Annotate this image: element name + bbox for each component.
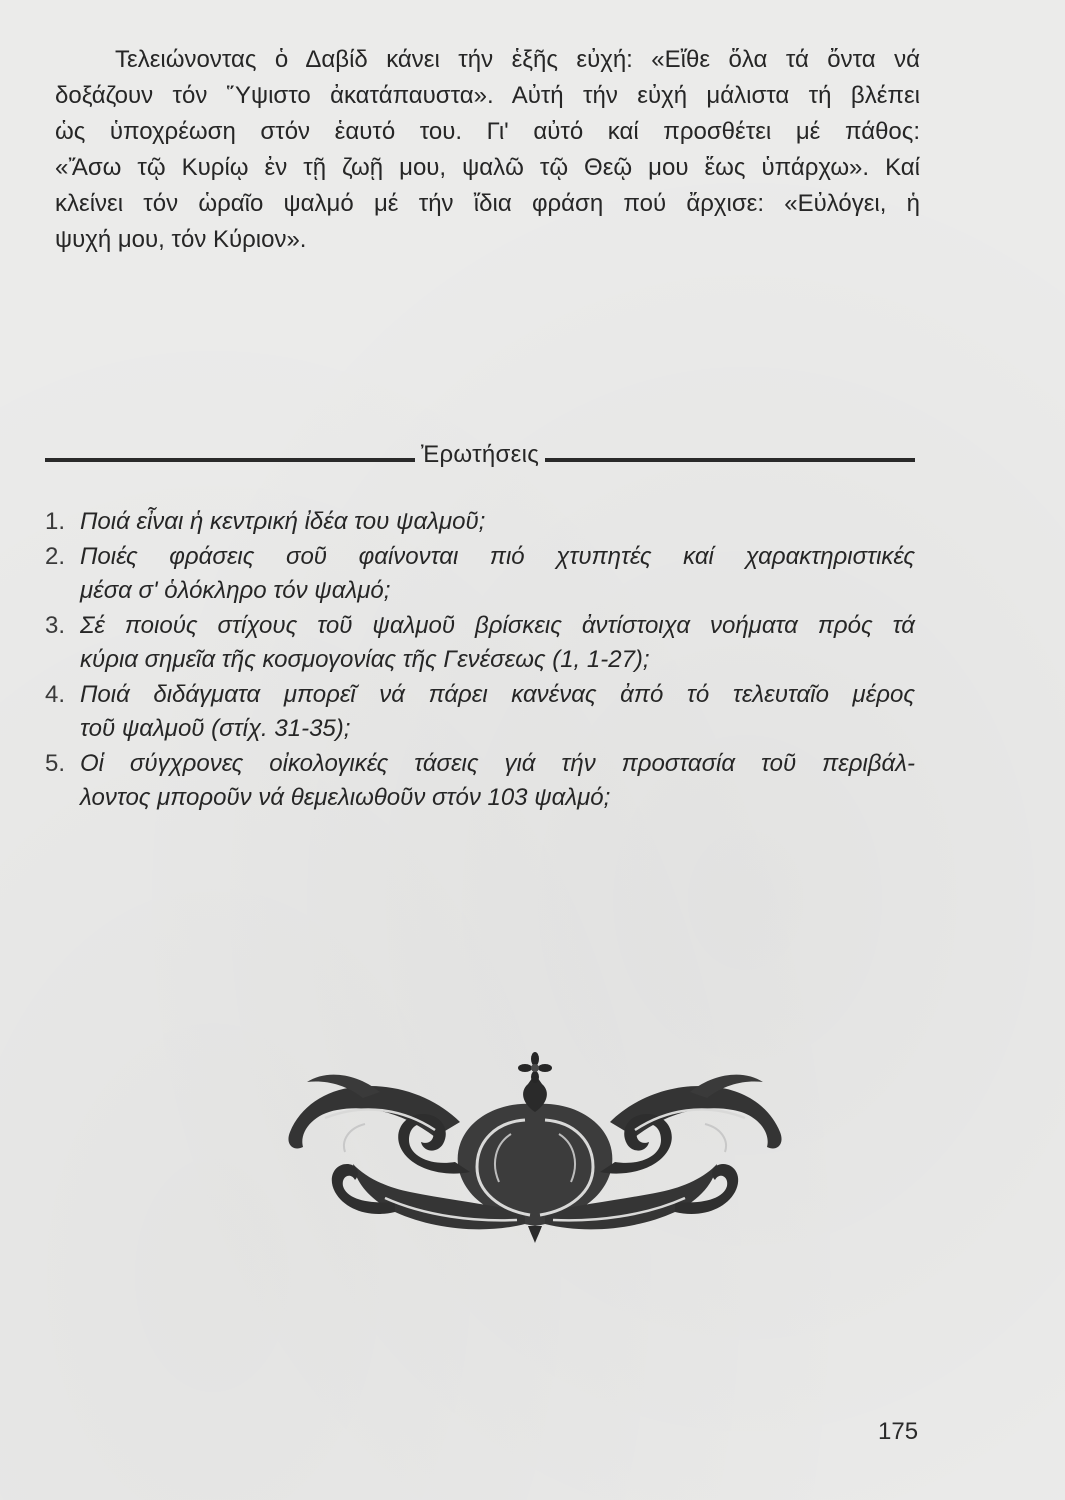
question-line: μέσα σ' ὁλόκληρο τόν ψαλμό; — [80, 577, 391, 604]
question-text — [80, 747, 915, 816]
ornament-left-half — [288, 1075, 535, 1230]
question-line: Οἱ σύγχρονες οἰκολογικές τάσεις γιά τήν προστασία τοῦ περιβάλ- — [80, 749, 915, 777]
question-item — [45, 678, 915, 747]
question-number: 3. — [45, 611, 66, 639]
ornament-flower — [518, 1052, 552, 1083]
question-line: λοντος μποροῦν νά θεμελιωθοῦν στόν 103 ψαλμό; — [80, 784, 611, 811]
closing-paragraph — [55, 42, 920, 258]
paragraph-line: ψυχή μου, τόν Κύριον». — [55, 226, 307, 253]
questions-heading-title: Ἐρωτήσεις — [420, 441, 540, 468]
paragraph-line: δοξάζουν τόν Ὕψιστο ἀκατάπαυστα». Αὐτή τήν εὐχή μάλιστα τή βλέπει — [55, 82, 920, 109]
question-item — [45, 747, 915, 816]
question-line: Ποιές φράσεις σοῦ φαίνονται πιό χτυπητές καί χαρακτηριστικές — [80, 542, 915, 570]
ornament-right-half — [535, 1075, 782, 1230]
paragraph-line: ὡς ὑποχρέωση στόν ἑαυτό του. Γι' αὐτό καί προσθέτει μέ πάθος: — [55, 118, 920, 145]
paragraph-line: κλείνει τόν ὡραῖο ψαλμό μέ τήν ἴδια φράση πού ἄρχισε: «Εὐλόγει, ἡ — [55, 190, 920, 217]
heading-rule-left — [45, 458, 415, 462]
question-number: 4. — [45, 680, 66, 708]
question-text — [80, 540, 915, 609]
question-text — [80, 609, 915, 678]
question-text — [80, 505, 915, 540]
question-item — [45, 505, 915, 540]
paragraph-line: Τελειώνοντας ὁ Δαβίδ κάνει τήν ἑξῆς εὐχή: «Εἴθε ὅλα τά ὄντα νά — [115, 46, 920, 73]
question-item — [45, 609, 915, 678]
question-line: κύρια σημεῖα τῆς κοσμογονίας τῆς Γενέσεως (1, 1-27); — [80, 646, 650, 673]
question-line: Ποιά εἶναι ἡ κεντρική ἰδέα του ψαλμοῦ; — [80, 508, 486, 535]
question-number: 2. — [45, 542, 66, 570]
questions-heading — [45, 438, 915, 472]
question-number: 5. — [45, 749, 66, 777]
question-line: τοῦ ψαλμοῦ (στίχ. 31-35); — [80, 715, 351, 742]
floral-ornament-icon — [285, 1052, 785, 1244]
question-item — [45, 540, 915, 609]
page-number: 175 — [878, 1418, 919, 1445]
paragraph-line: «Ἄσω τῷ Κυρίῳ ἐν τῇ ζωῇ μου, ψαλῶ τῷ Θεῷ μου ἕως ὑπάρχω». Καί — [55, 154, 920, 181]
question-line: Σέ ποιούς στίχους τοῦ ψαλμοῦ βρίσκεις ἀντίστοιχα νοήματα πρός τά — [80, 611, 915, 639]
heading-rule-right — [545, 458, 915, 462]
question-number: 1. — [45, 508, 66, 535]
question-line: Ποιά διδάγματα μπορεῖ νά πάρει κανένας ἀπό τό τελευταῖο μέρος — [80, 680, 915, 708]
question-text — [80, 678, 915, 747]
questions-list — [45, 505, 915, 816]
